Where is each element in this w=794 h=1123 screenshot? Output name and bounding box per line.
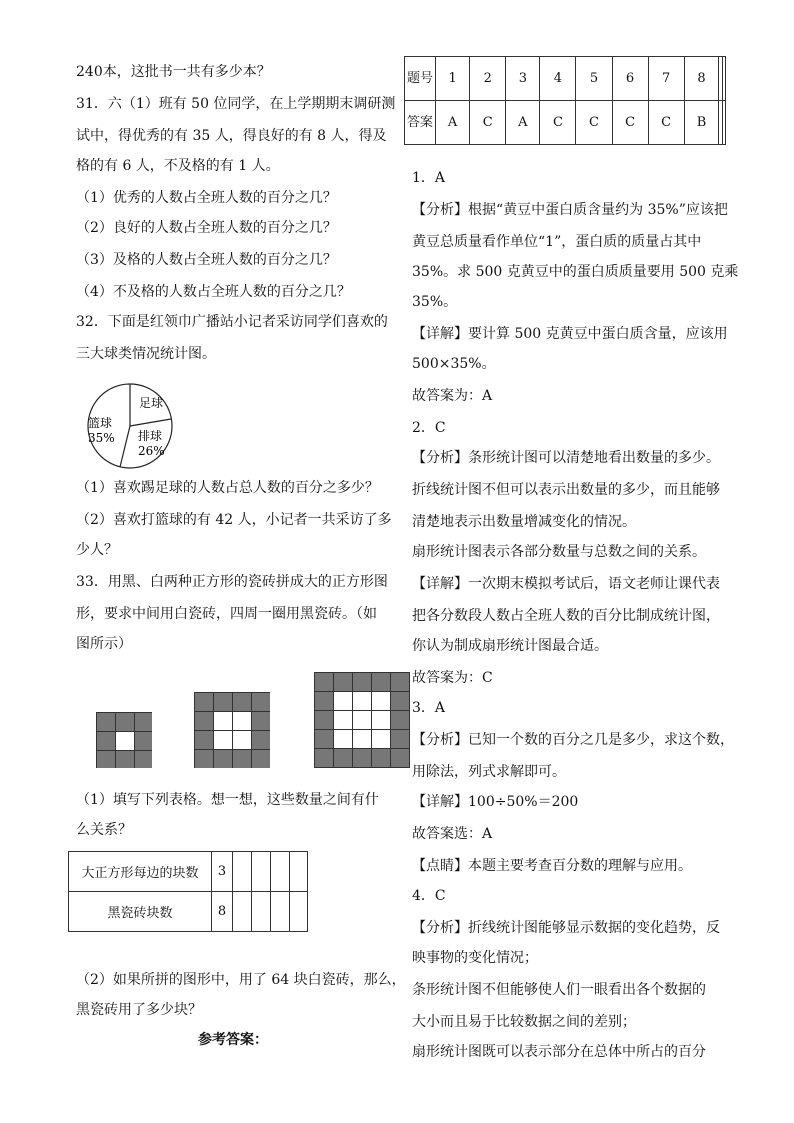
table-cell xyxy=(252,892,271,932)
black-tile xyxy=(97,713,116,732)
pie-label-football: 足球 xyxy=(139,396,164,410)
black-tile xyxy=(233,750,252,769)
tile-figure-3x3 xyxy=(96,712,152,768)
black-tile xyxy=(315,711,334,730)
question-text: 240本，这批书一共有多少本？ xyxy=(76,64,271,80)
sub-question: （1）喜欢踢足球的人数占总人数的百分之多少？ xyxy=(76,480,379,496)
white-tile xyxy=(334,692,353,711)
answer-table-number-cell: 8 xyxy=(684,57,719,101)
answer-table-answer-cell: C xyxy=(612,101,648,145)
question-text: 试中，得优秀的有 35 人，得良好的有 8 人，得及 xyxy=(76,128,387,144)
black-tile xyxy=(252,712,271,731)
answer-table-answer-cell: A xyxy=(506,101,540,145)
black-tile xyxy=(116,751,135,769)
black-tile xyxy=(372,673,391,692)
white-tile xyxy=(372,692,391,711)
pie-label-basketball: 篮球 xyxy=(88,416,113,430)
table-cell xyxy=(252,852,271,892)
answer-table xyxy=(404,56,726,145)
table-cell xyxy=(233,892,252,932)
white-tile xyxy=(353,730,372,749)
black-tile xyxy=(252,750,271,769)
question-33-text: 33．用黑、白两种正方形的瓷砖拼成大的正方形图 xyxy=(76,574,388,590)
black-tile xyxy=(391,673,410,692)
answer-2: 2．C xyxy=(412,420,446,436)
black-tile xyxy=(372,749,391,768)
question-32-text: 32．下面是红领巾广播站小记者采访同学们喜欢的 xyxy=(76,314,388,330)
answer-table-number-cell: 6 xyxy=(612,57,648,101)
analysis-text: 35%。 xyxy=(412,294,458,310)
sub-question: （4）不及格的人数占全班人数的百分之几？ xyxy=(76,284,351,300)
white-tile xyxy=(372,711,391,730)
detail-text: 【详解】一次期末模拟考试后，语文老师让课代表 xyxy=(412,576,720,592)
black-tile xyxy=(315,730,334,749)
white-tile xyxy=(353,692,372,711)
sub-question: （2）如果所拼的图形中，用了 64 块白瓷砖，那么， xyxy=(76,972,406,988)
black-tile xyxy=(195,731,214,750)
analysis-text: 扇形统计图既可以表示部分在总体中所占的百分 xyxy=(412,1044,706,1060)
analysis-text: 【分析】已知一个数的百分之几是多少，求这个数， xyxy=(412,732,734,748)
table-cell: 8 xyxy=(212,892,233,932)
answer-4: 4．C xyxy=(412,888,446,904)
black-tile xyxy=(214,693,233,712)
tile-count-table xyxy=(68,851,308,932)
analysis-text: 大小而且易于比较数据之间的差别； xyxy=(412,1014,636,1030)
answer-table-answer-cell xyxy=(722,101,725,145)
black-tile xyxy=(135,732,153,751)
white-tile xyxy=(334,730,353,749)
black-tile xyxy=(315,673,334,692)
tile-figure-5x5 xyxy=(314,672,410,768)
answer-table-header-number: 题号 xyxy=(405,57,436,101)
black-tile xyxy=(353,749,372,768)
table-cell xyxy=(271,892,290,932)
answer-table-number-cell: 1 xyxy=(436,57,470,101)
table-cell xyxy=(290,892,308,932)
black-tile xyxy=(252,731,271,750)
answer-table-answer-cell: C xyxy=(540,101,576,145)
answer-1: 1．A xyxy=(412,170,446,186)
table-cell xyxy=(271,852,290,892)
pie-value-volleyball: 26% xyxy=(138,444,165,458)
black-tile xyxy=(135,713,153,732)
answer-table-answer-cell: C xyxy=(470,101,506,145)
ball-games-pie-chart xyxy=(72,382,192,472)
black-tile xyxy=(315,692,334,711)
detail-text: 把各分数段人数占全班人数的百分比制成统计图， xyxy=(412,608,720,624)
black-tile xyxy=(233,693,252,712)
question-text: 少人？ xyxy=(76,542,118,558)
white-tile xyxy=(353,711,372,730)
table-cell: 3 xyxy=(212,852,233,892)
analysis-text: 【分析】折线统计图能够显示数据的变化趋势，反 xyxy=(412,920,720,936)
answer-conclusion: 故答案选：A xyxy=(412,826,493,842)
answer-conclusion: 故答案为：A xyxy=(412,388,493,404)
black-tile xyxy=(315,749,334,768)
black-tile xyxy=(97,732,116,751)
analysis-text: 条形统计图不但能够使人们一眼看出各个数据的 xyxy=(412,982,706,998)
table-row-label: 黑瓷砖块数 xyxy=(69,892,212,932)
white-tile xyxy=(233,712,252,731)
white-tile xyxy=(214,731,233,750)
question-text: 黑瓷砖用了多少块？ xyxy=(76,1002,202,1018)
black-tile xyxy=(116,713,135,732)
answer-table-number-cell xyxy=(722,57,725,101)
white-tile xyxy=(334,711,353,730)
black-tile xyxy=(135,751,153,769)
answer-table-number-cell: 5 xyxy=(576,57,612,101)
black-tile xyxy=(252,693,271,712)
sub-question: （1）优秀的人数占全班人数的百分之几？ xyxy=(76,190,337,206)
question-text: 格的有 6 人，不及格的有 1 人。 xyxy=(76,158,280,174)
pie-label-volleyball: 排球 xyxy=(138,429,163,443)
detail-text: 你认为制成扇形统计图最合适。 xyxy=(412,638,608,654)
black-tile xyxy=(391,730,410,749)
detail-text: 【详解】要计算 500 克黄豆中蛋白质含量，应该用 xyxy=(412,326,728,342)
question-text: 三大球类情况统计图。 xyxy=(76,346,216,362)
answer-table-header-answer: 答案 xyxy=(405,101,436,145)
detail-text: 500×35%。 xyxy=(412,356,496,372)
analysis-text: 35%。求 500 克黄豆中的蛋白质质量要用 500 克乘 xyxy=(412,264,739,280)
answer-3: 3．A xyxy=(412,700,446,716)
answer-conclusion: 故答案为：C xyxy=(412,670,493,686)
answer-table-answer-cell: C xyxy=(576,101,612,145)
table-cell xyxy=(290,852,308,892)
black-tile xyxy=(391,711,410,730)
answer-table-number-cell: 3 xyxy=(506,57,540,101)
analysis-text: 清楚地表示出数量增减变化的情况。 xyxy=(412,514,636,530)
black-tile xyxy=(195,693,214,712)
analysis-text: 【分析】根据“黄豆中蛋白质含量约为 35%”应该把 xyxy=(412,202,728,218)
reference-answers-heading: 参考答案： xyxy=(198,1032,268,1048)
answer-table-answer-cell: A xyxy=(436,101,470,145)
black-tile xyxy=(391,692,410,711)
pie-value-basketball: 35% xyxy=(88,431,115,445)
black-tile xyxy=(391,749,410,768)
white-tile xyxy=(372,730,391,749)
question-text: 图所示） xyxy=(76,636,132,652)
question-text: 形，要求中间用白瓷砖，四周一圈用黑瓷砖。（如 xyxy=(76,606,377,622)
black-tile xyxy=(214,750,233,769)
key-point-text: 【点睛】本题主要考查百分数的理解与应用。 xyxy=(412,858,692,874)
analysis-text: 黄豆总质量看作单位“1”，蛋白质的质量占其中 xyxy=(412,234,702,250)
black-tile xyxy=(334,749,353,768)
white-tile xyxy=(214,712,233,731)
table-row-label: 大正方形每边的块数 xyxy=(69,852,212,892)
sub-question: （3）及格的人数占全班人数的百分之几？ xyxy=(76,252,337,268)
answer-table-answer-cell: C xyxy=(648,101,684,145)
sub-question: （2）良好的人数占全班人数的百分之几？ xyxy=(76,220,337,236)
question-31-text: 31．六（1）班有 50 位同学，在上学期期末调研测 xyxy=(76,96,396,112)
answer-table-number-cell: 7 xyxy=(648,57,684,101)
black-tile xyxy=(195,750,214,769)
analysis-text: 扇形统计图表示各部分数量与总数之间的关系。 xyxy=(412,544,706,560)
black-tile xyxy=(195,712,214,731)
question-text: 么关系？ xyxy=(76,822,132,838)
sub-question: （1）填写下列表格。想一想，这些数量之间有什 xyxy=(76,792,379,808)
analysis-text: 用除法，列式求解即可。 xyxy=(412,764,566,780)
black-tile xyxy=(97,751,116,769)
analysis-text: 【分析】条形统计图可以清楚地看出数量的多少。 xyxy=(412,450,720,466)
detail-text: 【详解】100÷50%＝200 xyxy=(412,794,579,810)
table-cell xyxy=(233,852,252,892)
tile-figure-4x4 xyxy=(194,692,270,768)
answer-table-number-cell: 2 xyxy=(470,57,506,101)
answer-table-number-cell: 4 xyxy=(540,57,576,101)
white-tile xyxy=(116,732,135,751)
analysis-text: 折线统计图不但可以表示出数量的多少，而且能够 xyxy=(412,482,720,498)
sub-question: （2）喜欢打篮球的有 42 人，小记者一共采访了多 xyxy=(76,512,392,528)
analysis-text: 映事物的变化情况； xyxy=(412,950,538,966)
black-tile xyxy=(353,673,372,692)
white-tile xyxy=(233,731,252,750)
answer-table-answer-cell: B xyxy=(684,101,719,145)
black-tile xyxy=(334,673,353,692)
